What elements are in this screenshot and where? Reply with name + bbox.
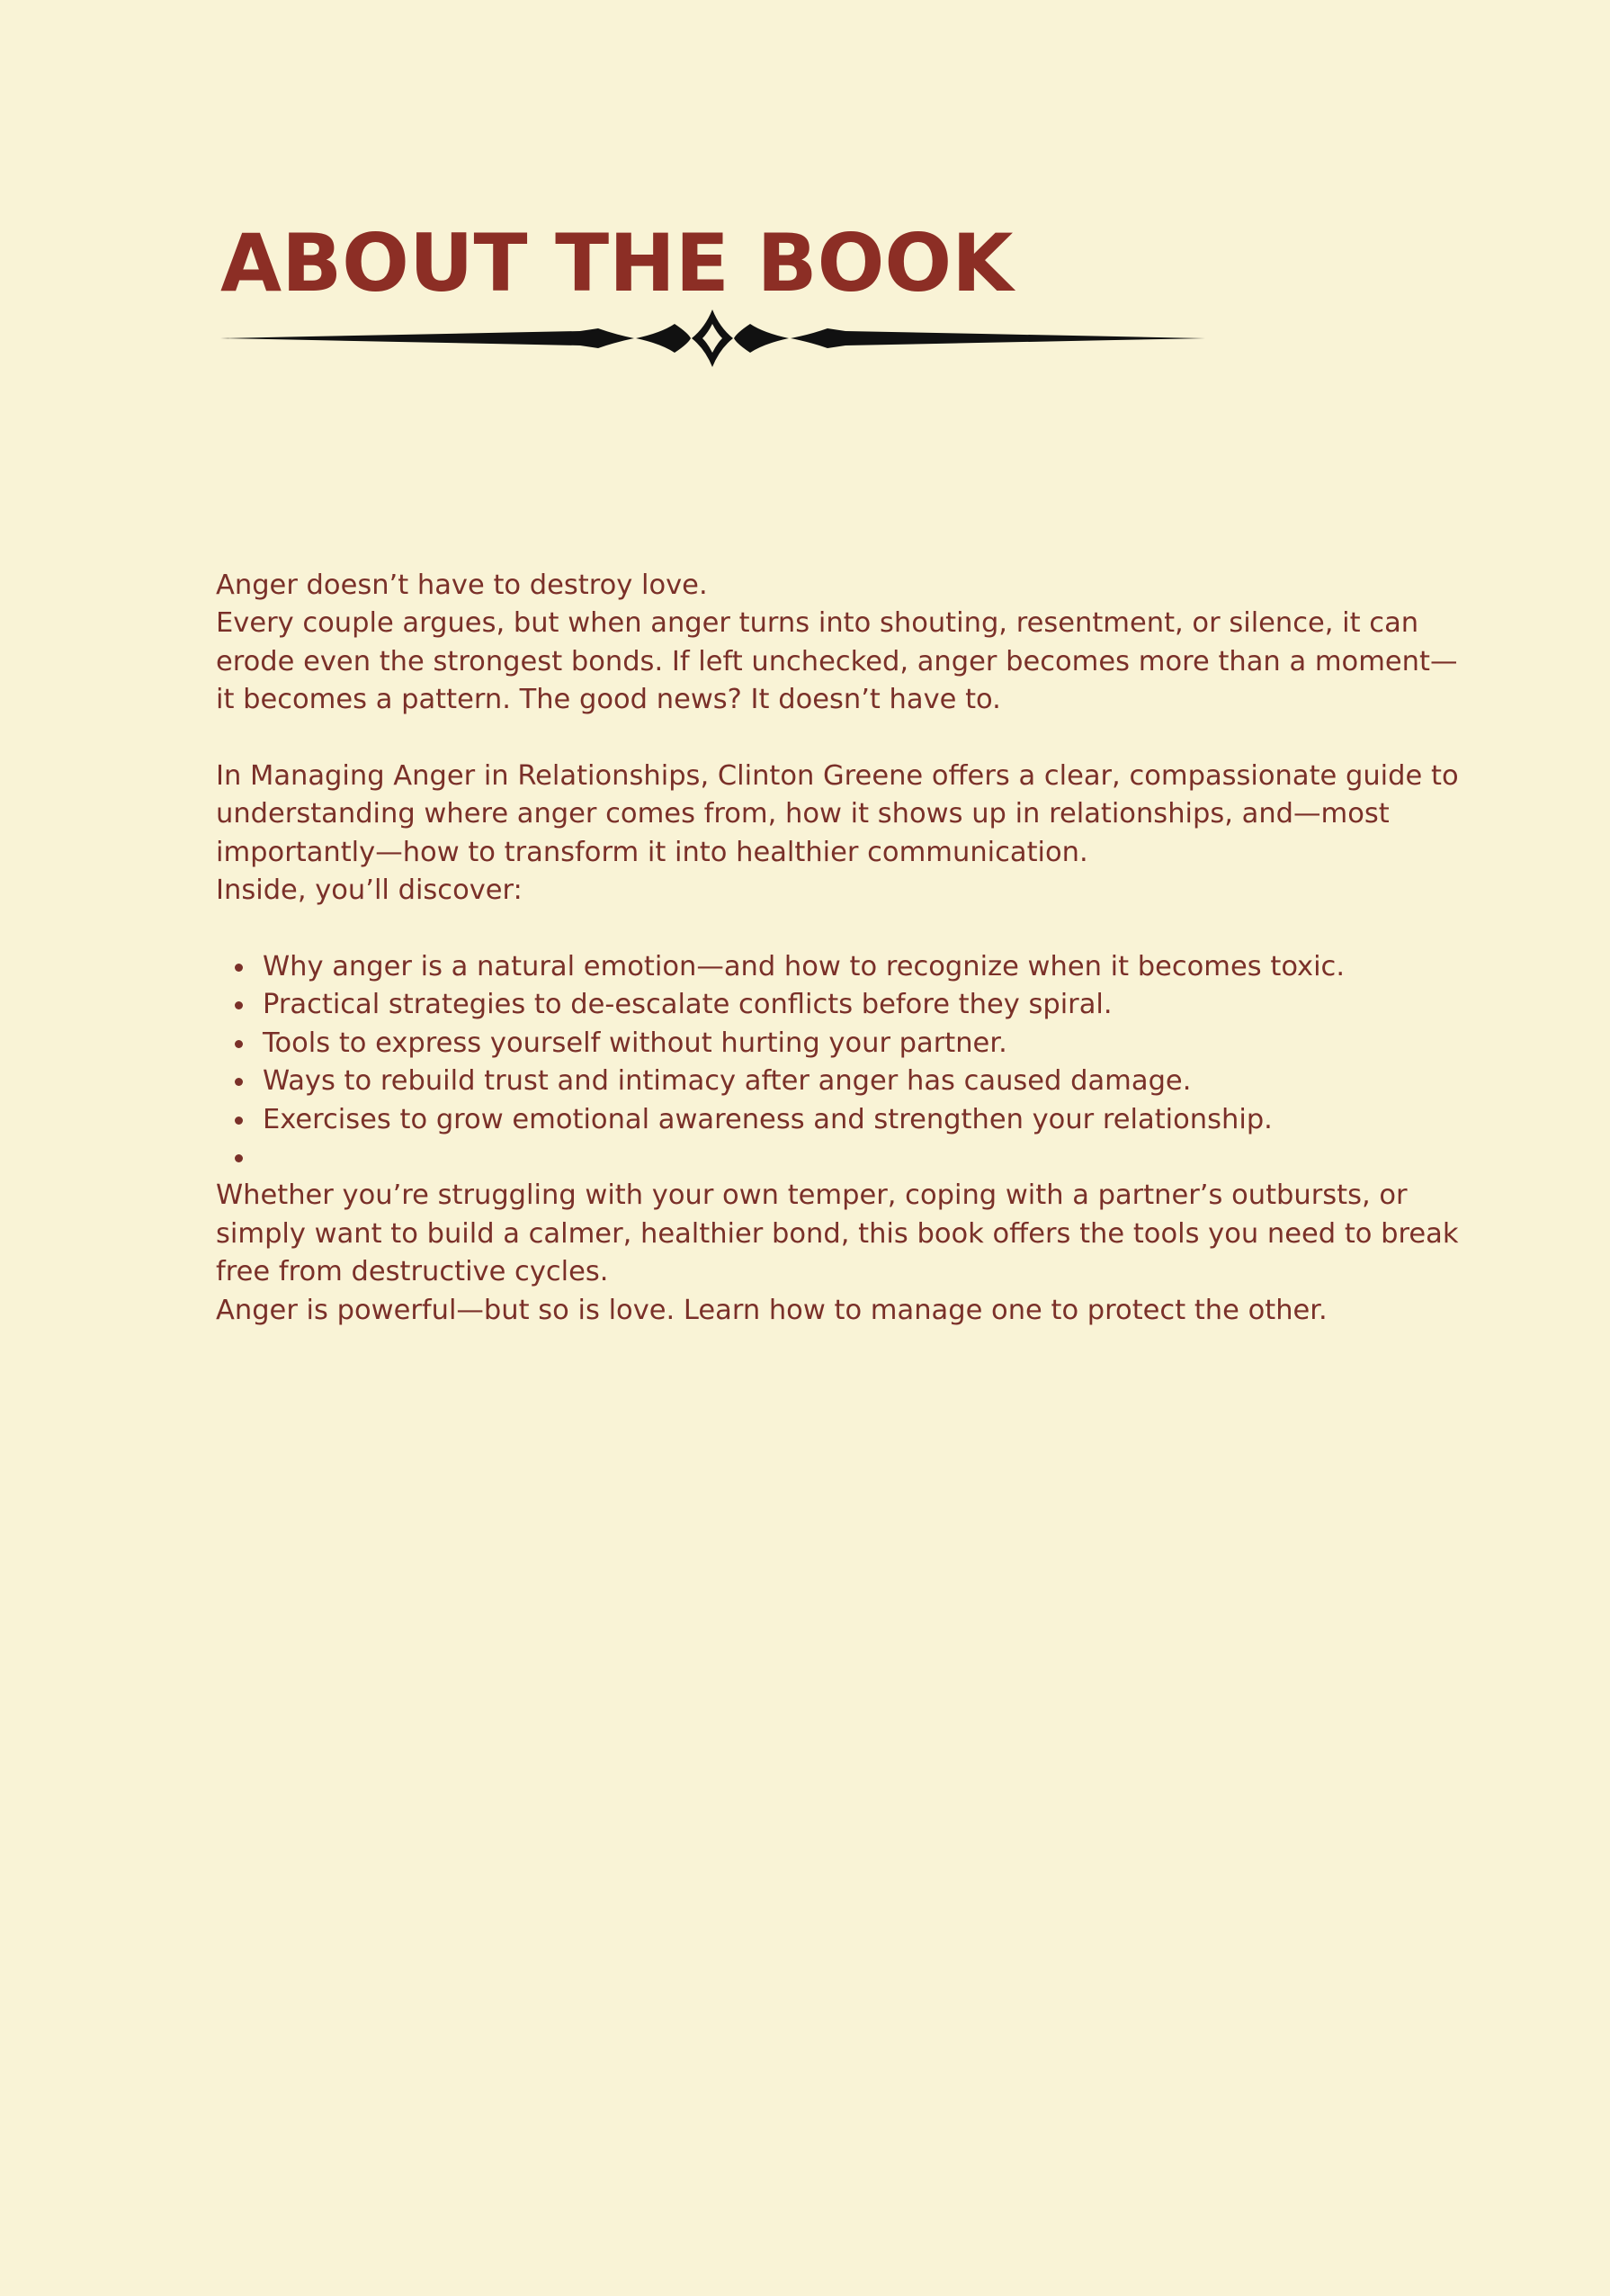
bullet-icon [235,1154,243,1162]
list-item-text: Tools to express yourself without hurting your partner. [263,1027,1007,1059]
list-item [263,948,1466,986]
ornamental-divider-icon [220,304,1205,372]
closing-paragraph: Whether you’re struggling with your own temper, coping with a partner’s outbursts, or simply want to build a calmer, healthier bond, this book offers the tools you need to break free from destructive cycles. [216,1179,1459,1288]
list-item [263,1101,1466,1139]
bullet-icon [235,1078,243,1086]
intro-paragraph: Every couple argues, but when anger turns into shouting, resentment, or silence, it can erode even the strongest bonds. If left unchecked, anger becomes more than a moment—it becomes a pattern. The good news? It doesn’t have to. [216,607,1458,716]
discover-list [216,948,1466,1177]
lead-in-text: Inside, you’ll discover: [216,874,523,907]
book-description [216,567,1466,1330]
list-item [263,1139,1466,1177]
list-item-text: Why anger is a natural emotion—and how to recognize when it becomes toxic. [263,951,1346,983]
list-item-text: Ways to rebuild trust and intimacy after anger has caused damage. [263,1065,1192,1098]
bullet-icon [235,1001,243,1009]
list-item-text: Practical strategies to de-escalate conflicts before they spiral. [263,989,1113,1021]
page-title: ABOUT THE BOOK [220,217,1014,309]
intro-hook: Anger doesn’t have to destroy love. [216,570,708,601]
list-item [263,1025,1466,1063]
bullet-icon [235,1117,243,1125]
final-line: Anger is powerful—but so is love. Learn how to manage one to protect the other. [216,1294,1328,1326]
paragraph-gap [216,720,1466,758]
list-item-text: Exercises to grow emotional awareness and strengthen your relationship. [263,1103,1273,1135]
description-paragraph: In Managing Anger in Relationships, Clinton Greene offers a clear, compassionate guide to understanding where anger comes from, how it shows up in relationships, and—most importantly—how to transform it into healthier communication. [216,760,1459,868]
bullet-icon [235,964,243,972]
paragraph-gap [216,910,1466,948]
list-item [263,1063,1466,1100]
bullet-icon [235,1040,243,1048]
list-item [263,986,1466,1024]
